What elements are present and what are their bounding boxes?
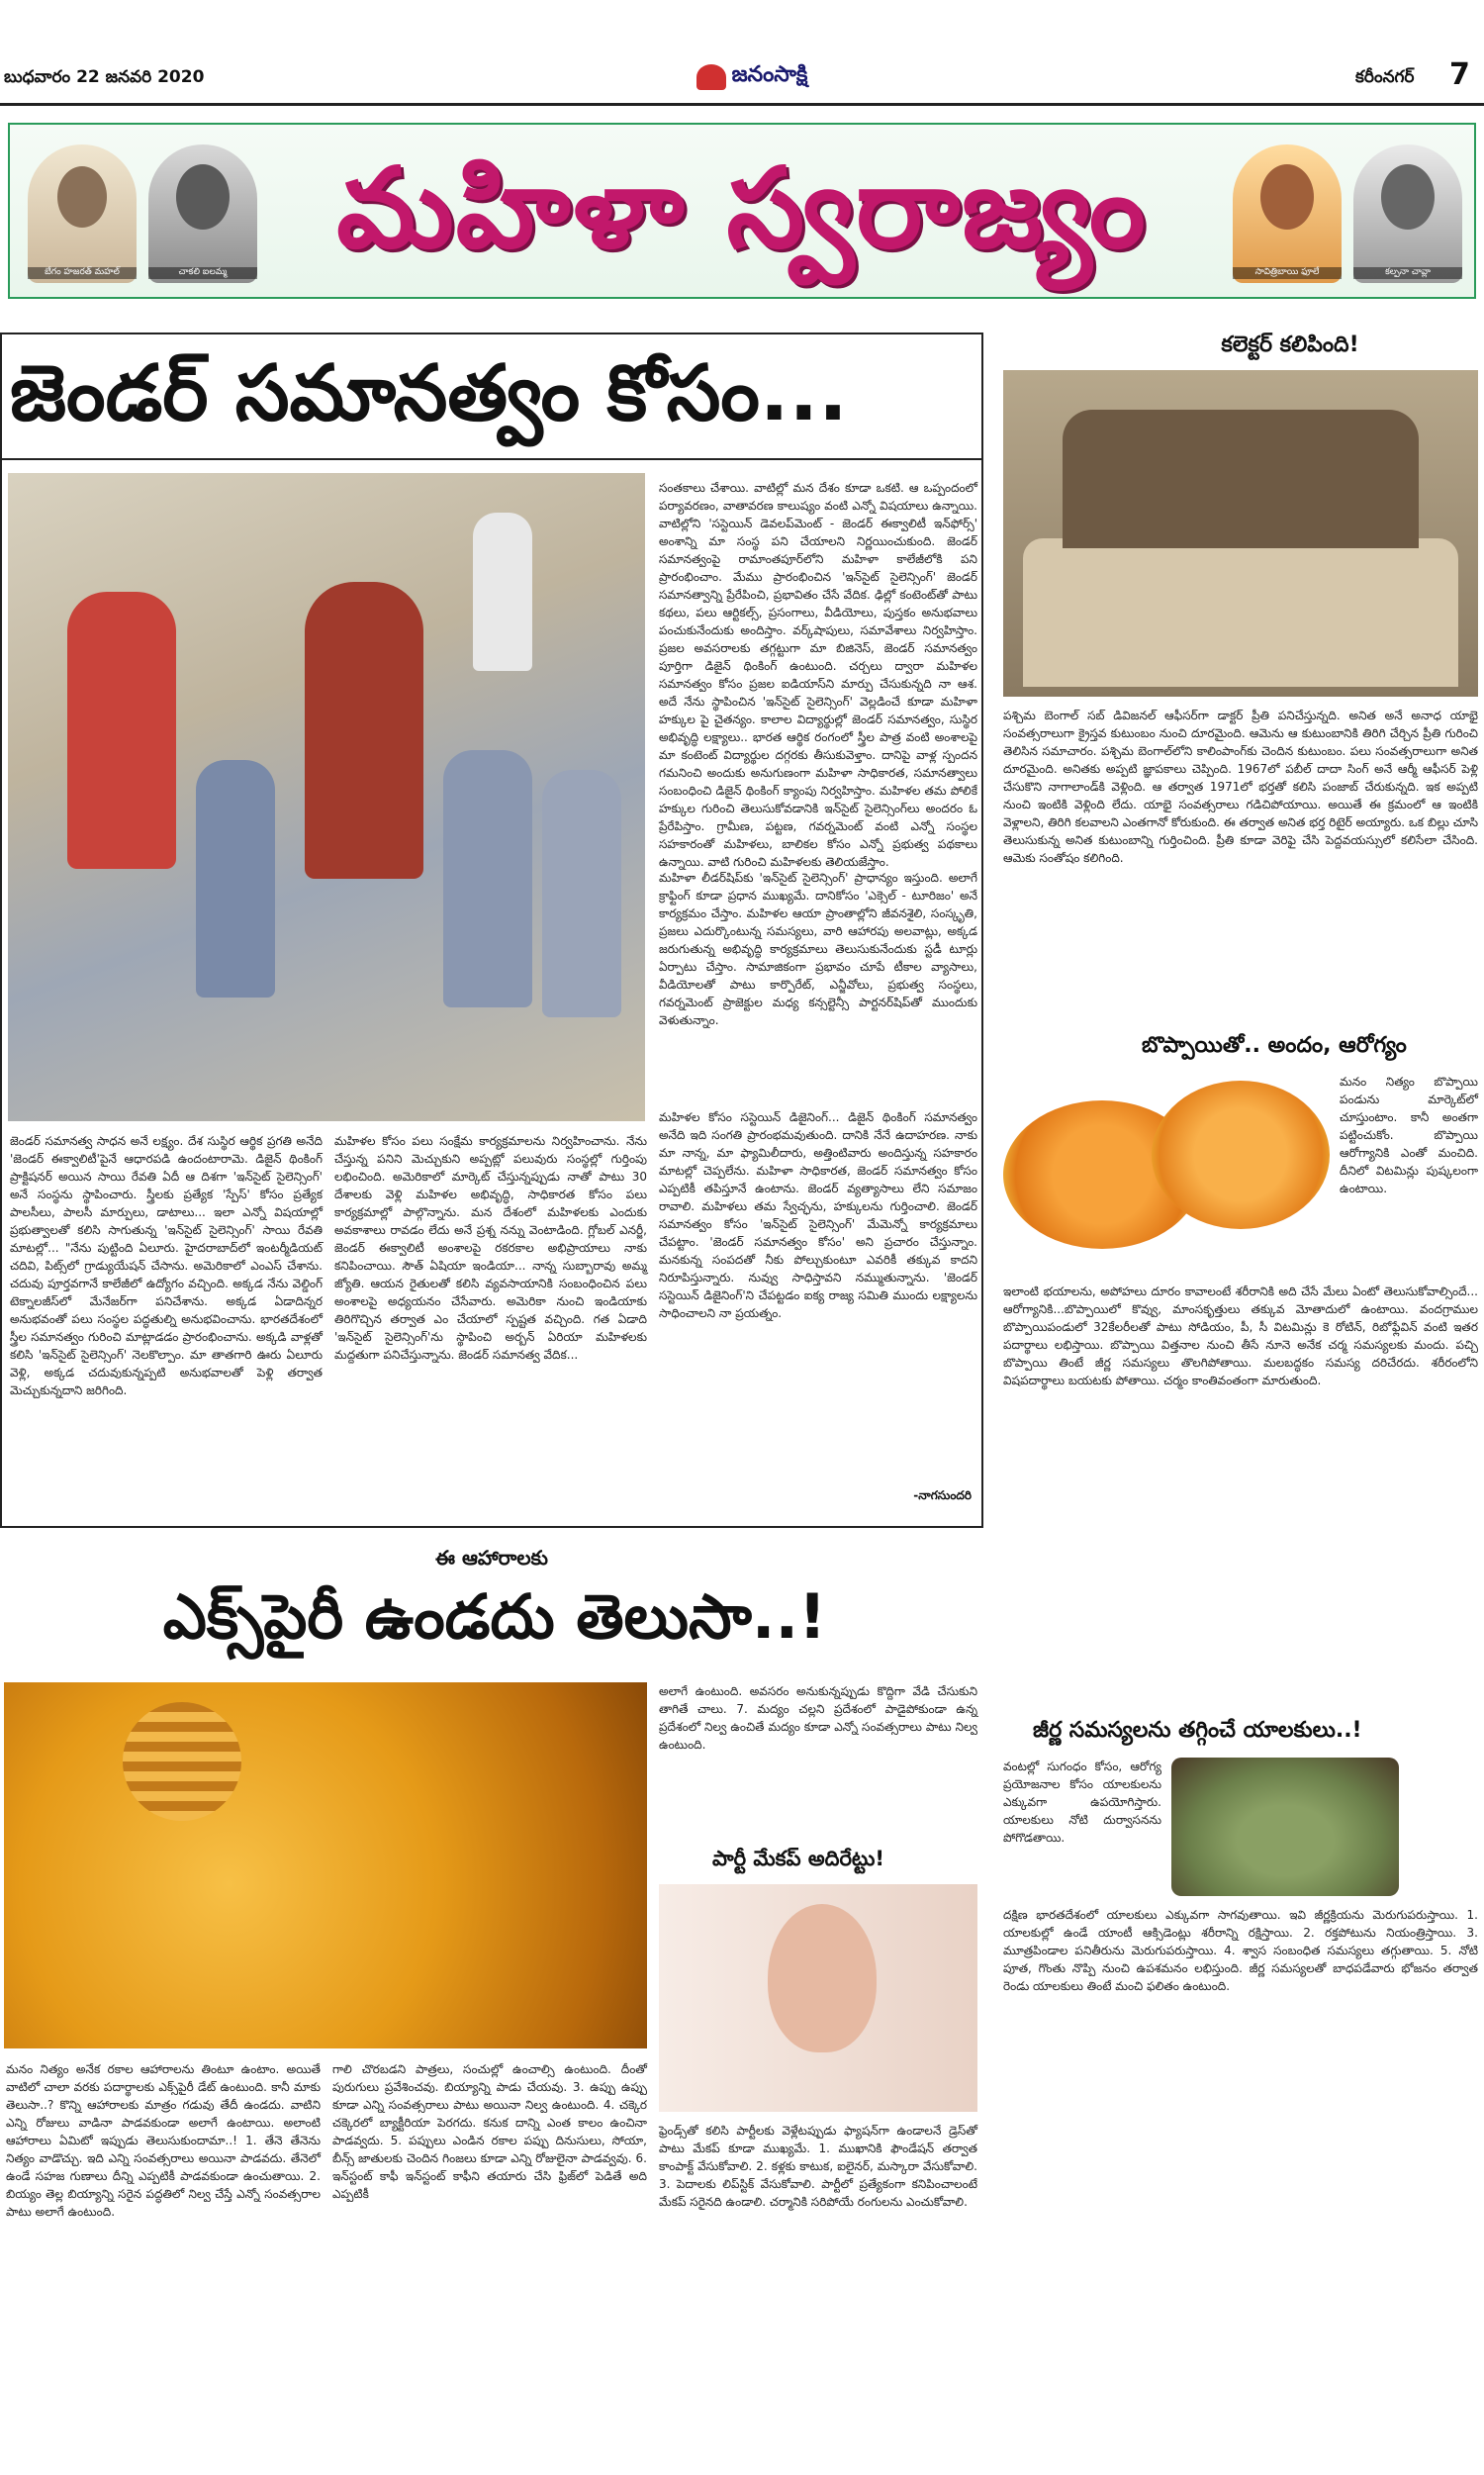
papaya-body: ఇలాంటి భయాలను, అపోహలు దూరం కావాలంటే శరీరానికి అది చేసే మేలు ఏంటో తెలుసుకోవాల్సిందే... ఆరోగ్యానికి...బొప్పాయిలో కొవ్వు, మాంసకృత్తులు తక్కువ మోతాదులో ఉంటాయి. వందగ్రాముల బొప్పాయిపండులో 32కేలరీలతో పాటు సోడియం, పీ, సీ విటమిన్లు కె రోటిన్, రిబోఫ్లేవిన్ వంటి ఇతర పదార్థాలు లభిస్తాయి. బొప్పాయి విత్తనాల నుంచి తీసే నూనె అనేక చర్మ సమస్యలకు మందు. పచ్చి బొప్పాయి తింటే జీర్ణ సమస్యలు తొలగిపోతాయి. మలబద్ధకం సమస్య దరిచేరదు. శరీరంలోని విషపదార్థాలు బయటకు పోతాయి. చర్మం కాంతివంతంగా మారుతుంది. (1003, 1285, 1478, 1387)
honey-photo (4, 1682, 647, 2048)
masthead (0, 0, 1484, 109)
portrait-caption: బేగం హజరత్ మహల్ (28, 267, 137, 279)
cardamom-body: దక్షిణ భారతదేశంలో యాలకులు ఎక్కువగా సాగవుతాయి. ఇవి జీర్ణక్రియను మెరుగుపరుస్తాయి. 1. యాలకుల్లో ఉండే యాంటీ ఆక్సిడెంట్లు శరీరాన్ని రక్షిస్తాయి. 2. రక్తపోటును నియంత్రిస్తాయి. 3. మూత్రపిండాల పనితీరును మెరుగుపరుస్తాయి. 4. శ్వాస సంబంధిత సమస్యలు తగ్గుతాయి. 5. నోటి పూత, గొంతు నొప్పి నుంచి ఉపశమనం లభిస్తుంది. జీర్ణ సమస్యలతో బాధపడేవారు భోజనం తర్వాత రెండు యాలకులు తింటే మంచి ఫలితం ఉంటుంది. (1003, 1908, 1478, 1993)
lead-col-right-bottom: మహిళల కోసం సస్టెయిన్ డిజైనింగ్... డిజైన్ థింకింగ్ సమానత్వం అనేది ఇది సంగతి ప్రారంభమవుతుంది. దానికి నేనే ఉదాహరణ. నాకు మా నాన్న, మా ఫ్యామిలీదారు, అత్తింటివారు అందిస్తున్న సహకారం మాటల్లో చెప్పలేను. మహిళా సాధికారత, జెండర్ సమానత్వం కోసం ఎప్పటికీ తపిస్తూనే ఉంటాను. జెండర్ వ్యత్యాసాలు లేని సమాజం రావాలి. మహిళలు తమ స్వేచ్ఛను, హక్కులను గుర్తించాలి. జెండర్ సమానత్వం కోసం 'ఇన్‌సైట్ సైలెన్సింగ్' మేమెన్నో కార్యక్రమాలు చేపట్టాం. 'జెండర్ సమానత్వం కోసం' అని ప్రచారం చేస్తున్నాం. మనకున్న సంపదతో నీకు పోల్చుకుంటూ ఎవరికీ తక్కువ కాదని నిరూపిస్తున్నారు. నువ్వు సాధిస్తావని నమ్ముతున్నాను. 'జెండర్ సస్టెయిన్ డిజైనింగ్'ని చేపట్టడం ఐక్య రాజ్య సమితి ముందు లక్ష్యాలను సాధించాలని నా ప్రయత్నం. (659, 1110, 977, 1320)
paper-logo (653, 57, 851, 97)
page-number: 7 (1449, 57, 1470, 92)
lead-photo (8, 473, 645, 1121)
collector-headline: కలెక్టర్ కలిపింది! (1221, 333, 1359, 357)
makeup-body: ఫ్రెండ్స్‌తో కలిసి పార్టీలకు వెళ్లేటప్పుడు ఫ్యాషన్‌గా ఉండాలనే డ్రెస్‌తో పాటు మేకప్ కూడా ముఖ్యమే. 1. ముఖానికి ఫౌండేషన్ తర్వాత కాంపాక్ట్ వేసుకోవాలి. 2. కళ్లకు కాటుక, ఐలైనర్, మస్కారా వేసుకోవాలి. 3. పెదాలకు లిప్‌స్టిక్ వేసుకోవాలి. పార్టీలో ప్రత్యేకంగా కనిపించాలంటే మేకప్ సరైనది ఉండాలి. చర్మానికి సరిపోయే రంగులను ఎంచుకోవాలి. (659, 2124, 977, 2209)
expiry-article (0, 1536, 983, 2475)
right-column (993, 333, 1484, 2177)
headline-rule (2, 458, 981, 460)
photo-figure (305, 582, 423, 879)
section-banner (8, 123, 1476, 299)
lead-col-bottom-right: మహిళల కోసం పలు సంక్షేమ కార్యక్రమాలను నిర్వహించాను. నేను చేస్తున్న పనిని మెచ్చుకుని అప్పట్లో పలువురు సంస్థల్లో గుర్తింపు లభించింది. అమెరికాలో మార్కెట్ చేస్తున్నప్పుడు నాతో పాటు 30 దేశాలకు వెళ్లి మహిళల అభివృద్ధి, సాధికారత కోసం పలు కార్యక్రమాల్లో పాల్గొన్నాను. మన దేశంలో మహిళలకు ఎందుకు అవకాశాలు రావడం లేదు అనే ప్రశ్న నన్ను వెంటాడింది. గ్లోబల్ ఎనర్జీ, జెండర్ ఈక్వాలిటీ అంశాలపై రకరకాల అభిప్రాయాలు నాకు కనిపించాయి. సౌత్ ఏషియా ఇండియా... నాన్న సుబ్బారావు అమ్మ జ్యోతి. ఆయన రైతులతో కలిసి వ్యవసాయానికి సంబంధించిన పలు అంశాలపై అధ్యయనం చేసేవారు. అమెరికా నుంచి ఇండియాకు తిరిగొచ్చిన తర్వాత ఎం చేయాలో స్పష్టత వచ్చింది. గత ఏడాది 'ఇన్‌సైట్ సైలెన్సింగ్'ను స్థాపించి అర్బన్ ఏరియా మహిళలకు మద్దతుగా పనిచేస్తున్నాను. జెండర్ సమానత్వ వేదిక... (334, 1134, 647, 1362)
lead-col-right-mid: మహిళా లీడర్‌షిప్‌కు 'ఇన్‌సైట్ సైలెన్సింగ్' ప్రాధాన్యం ఇస్తుంది. అలాగే క్రాఫ్టింగ్ కూడా ప్రధాన ముఖ్యమే. దానికోసం 'ఎక్సెల్ - టూరిజం' అనే కార్యక్రమం చేస్తాం. మహిళల ఆయా ప్రాంతాల్లోని జీవనశైలి, సంస్కృతి, ప్రజలు ఎదుర్కొంటున్న సమస్యలు, వారి ఆహారపు అలవాట్లు, అక్కడ జరుగుతున్న అభివృద్ధి కార్యక్రమాలు తెలుసుకునేందుకు స్టడీ టూర్లు ఏర్పాటు చేస్తాం. సామాజికంగా ప్రభావం చూపే టీకాల వ్యాసాలు, వీడియోలతో పాటు కార్పొరేట్, ఎన్జీవోలు, ప్రభుత్వ సంస్థలు, గవర్నమెంట్ ప్రాజెక్టుల మధ్య కన్సల్టెన్సీ పార్టనర్‌షిప్‌తో ముందుకు వెళుతున్నాం. (659, 871, 977, 1027)
papaya-half-icon (1152, 1081, 1330, 1229)
family-photo (1003, 370, 1478, 697)
portrait-face-icon (176, 164, 230, 230)
papaya-headline: బొప్పాయితో.. అందం, ఆరోగ్యం (1142, 1033, 1407, 1058)
makeup-photo (659, 1884, 977, 2112)
portrait-3 (1233, 144, 1342, 283)
photo-figure (443, 750, 532, 1007)
photo-figure (542, 770, 621, 1017)
cardamom-headline: జీర్ణ సమస్యలను తగ్గించే యాలకులు..! (1033, 1718, 1362, 1743)
papaya-side-text: మనం నిత్యం బొప్పాయి పండును మార్కెట్‌లో చూస్తుంటాం. కానీ అంతగా పట్టించుకోం. బొప్పాయి ఆరోగ్యానికి ఎంతో మంచిది. దీనిలో విటమిన్లు పుష్కలంగా ఉంటాయి. (1340, 1075, 1478, 1195)
edition-city: కరీంనగర్ (1355, 67, 1415, 87)
portrait-face-icon (1381, 164, 1435, 230)
expiry-headline: ఎక్స్‌పైరీ ఉండదు తెలుసా..! (162, 1580, 827, 1653)
expiry-col-top-right: అలాగే ఉంటుంది. అవసరం అనుకున్నప్పుడు కొద్దిగా వేడి చేసుకుని తాగితే చాలు. 7. మద్యం చల్లని ప్రదేశంలో పాడైపోకుండా ఉన్న ప్రదేశంలో నిల్వ ఉంచితే మద్యం కూడా ఎన్నో సంవత్సరాలు పాటు నిల్వ ఉంటుంది. (659, 1684, 977, 1752)
honey-dipper-icon (123, 1702, 241, 1821)
photo-figure (67, 592, 176, 869)
photo-figure (196, 760, 275, 998)
lead-headline: జెండర్ సమానత్వం కోసం... (10, 349, 848, 438)
cardamom-side-text: వంటల్లో సుగంధం కోసం, ఆరోగ్య ప్రయోజనాల కోసం యాలకులను ఎక్కువగా ఉపయోగిస్తారు. యాలకులు నోటి దుర్వాసనను పోగొడతాయి. (1003, 1760, 1161, 1845)
portrait-caption: కల్పనా చావ్లా (1353, 267, 1462, 279)
portrait-2 (148, 144, 257, 283)
photo-figure (473, 513, 532, 671)
portrait-face-icon (57, 166, 107, 228)
portrait-caption: సావిత్రిబాయి ఫూలే (1233, 267, 1342, 279)
photo-group-front (1023, 538, 1458, 687)
byline: -నాగసుందరి (913, 1488, 972, 1502)
lead-article (0, 333, 983, 1528)
lead-col-bottom-left: జెండర్ సమానత్వ సాధన అనే లక్ష్యం. దేశ సుస్థిర ఆర్థిక ప్రగతి అనేది 'జెండర్ ఈక్వాలిటీ'పైనే ఆధారపడి ఉందంటారామె. డిజైన్ థింకింగ్ ప్రాక్టిషనర్ అయిన సాయి రేవతి ఏదీ ఆ దిశగా 'ఇన్‌సైట్ సైలెన్సింగ్' అనే సంస్థను స్థాపించారు. స్త్రీలకు ప్రత్యేక 'స్పేస్' కోసం ప్రత్యేక పాలసీలు, పాలసీ మార్పులు, డాటాలు... ఇలా ఎన్నో విషయాల్లో ప్రభుత్వాలతో కలిసి సాగుతున్న 'ఇన్‌సైట్ సైలెన్సింగ్' సాయి రేవతి మాటల్లో... "నేను పుట్టింది ఏలూరు. హైదరాబాద్‌లో ఇంటర్మీడియట్ చదివి, పిట్స్‌లో గ్రాడ్యుయేషన్ చేసాను. అమెరికాలో ఎంఎస్ చేశాను. చదువు పూర్తవగానే కాలేజీలో ఉద్యోగం వచ్చింది. అక్కడ నేను వెల్డింగ్ టెక్నాలజీస్‌లో మేనేజర్‌గా పనిచేశాను. అక్కడ ఏడాదిన్నర అనుభవంతో పలు సంస్థల పద్ధతుల్ని అనుభవించాను. భారతదేశంలో స్త్రీల సమానత్వం గురించి మాట్లాడడం ప్రారంభించాను. అక్కడి వాళ్లతో కలిసి 'ఇన్‌సైట్ సైలెన్సింగ్' నెలకొల్పాం. మా తాతగారి ఊరు ఏలూరు వెళ్లి, అక్కడ చదువుకున్నప్పటి అనుభవాలతో పెళ్లి తర్వాత మెచ్చుకున్నదాని జరిగింది. (10, 1134, 323, 1397)
expiry-col-2: గాలి చొరబడని పాత్రలు, సంచుల్లో ఉంచాల్సి ఉంటుంది. దీంతో పురుగులు ప్రవేశించవు. బియ్యాన్ని పాడు చేయవు. 3. ఉప్పు ఉప్పు కూడా ఎన్ని సంవత్సరాలు పాటు అయినా నిల్వ ఉంటుంది. 4. చక్కెర చక్కెరలో బ్యాక్టీరియా పెరగదు. కనుక దాన్ని ఎంత కాలం ఉంచినా పాడవ్వదు. 5. పప్పులు ఎండిన రకాల పప్పు దినుసులు, సోయా, బీన్స్ జాతులకు చెందిన గింజలు కూడా ఎన్ని రోజులైనా పాడవ్వవు. 6. ఇన్‌స్టంట్ కాఫీ ఇన్‌స్టంట్ కాఫీని తయారు చేసి ఫ్రిజ్‌లో పెడితే అది ఎప్పటికీ (332, 2062, 647, 2201)
issue-date: బుధవారం 22 జనవరి 2020 (4, 67, 205, 87)
expiry-col-1: మనం నిత్యం అనేక రకాల ఆహారాలను తింటూ ఉంటాం. అయితే వాటిలో చాలా వరకు పదార్థాలకు ఎక్స్‌పైరీ డేట్ ఉంటుంది. కానీ మాకు తెలుసా..? కొన్ని ఆహారాలకు మాత్రం గడువు తేదీ ఉండదు. వాటిని ఎన్ని రోజులు వాడినా పాడవకుండా అలాగే ఉంటాయి. అలాంటి ఆహారాలు ఏమిటో ఇప్పుడు తెలుసుకుందామా..! 1. తేనె తేనెను నిత్యం వాడొచ్చు. ఇది ఎన్ని సంవత్సరాలు అయినా పాడవదు. తేనెలో ఉండే సహజ గుణాలు దీన్ని ఎప్పటికీ పాడవకుండా ఉంచుతాయి. 2. బియ్యం తెల్ల బియ్యాన్ని సరైన పద్ధతిలో నిల్వ చేస్తే ఎన్నో సంవత్సరాల పాటు అలాగే ఉంటుంది. (6, 2062, 321, 2219)
expiry-kicker: ఈ ఆహారాలకు (435, 1546, 548, 1570)
portrait-caption: చాకలి ఐలమ్మ (148, 267, 257, 279)
banner-title: మహిళా స్వరాజ్యం (336, 144, 1148, 273)
portrait-4 (1353, 144, 1462, 283)
photo-group-back (1063, 410, 1419, 548)
paper-name: జనంసాక్షి (731, 62, 808, 87)
masthead-rule (0, 103, 1484, 106)
lead-col-right-top: సంతకాలు చేశాయి. వాటిల్లో మన దేశం కూడా ఒకటి. ఆ ఒప్పందంలో పర్యావరణం, వాతావరణ కాలుష్యం వంటి ఎన్నో విషయాలు ఉన్నాయి. వాటిల్లోని 'సస్టెయిన్ డెవలప్‌మెంట్ - జెండర్ ఈక్వాలిటీ ఇన్‌ఫోర్స్' అంశాన్ని మా సంస్థ పని చేయాలని నిర్ణయించుకుంది. జెండర్ సమానత్వంపై రామాంతపూర్‌లోని మహిళా కాలేజీలోకి పని ప్రారంభించాం. మేము ప్రారంభించిన 'ఇన్‌సైట్ సైలెన్సింగ్' జెండర్ సమానత్వాన్ని ప్రేరేపించి, ప్రభావితం చేసే వేదిక. ఢిల్లో కంటెంట్‌తో పాటు కథలు, పలు ఆర్టికల్స్, ప్రసంగాలు, వీడియోలు, పుస్తకం అనుభవాలు పంచుకునేందుకు అందిస్తాం. వర్క్‌షాపులు, సమావేశాలు నిర్వహిస్తాం. ప్రజల అవసరాలకు తగ్గట్టుగా మా బిజినెస్, జెండర్ సమానత్వం పూర్తిగా డిజైన్ థింకింగ్ ఉంటుంది. చర్చలు ద్వారా మహిళల సమానత్వం కోసం ప్రజల ఐడియాస్‌ని మార్పు చేసుకున్నది నా ఆశ. అదే నేను స్థాపించిన 'ఇన్‌సైట్ సైలెన్సింగ్' వెల్లడించే కూడా మహిళా హక్కుల పై చైతన్యం. కాలాల విద్యార్థుల్లో జెండర్ సమానత్వం, సుస్థిర అభివృద్ధి లక్ష్యాలు.. భారత ఆర్థిక రంగంలో స్త్రీల పాత్ర వంటి అంశాలపై మా కంటెంట్ విద్యార్థుల దగ్గరకు తీసుకువెళ్తాం. దానిపై వాళ్ల స్పందన గమనించి అందుకు అనుగుణంగా మహిళా సాధికారత, సమానత్వాలు సంబంధించి డిజైన్ థింకింగ్ క్యాంపు నిర్వహిస్తాం. మహిళల తమ పోలికే హక్కుల గురించి తెలుసుకోవడానికి ఇన్‌సైట్ సైలెన్సింగ్‌లు అందరం ఓ ప్రేరేపిస్తాం. గ్రామీణ, పట్టణ, గవర్నమెంట్ వంటి ఎన్నో సంస్థల సహకారంతో మహిళలు, బాలికల కోసం ఎన్నో ప్రభుత్వ పథకాలు ఉన్నాయి. వాటి గురించి మహిళలకు తెలియజేస్తాం. (659, 481, 977, 869)
portrait-1 (28, 144, 137, 283)
makeup-headline: పార్టీ మేకప్ అదిరేట్టు! (712, 1847, 884, 1870)
collector-body: పశ్చిమ బెంగాల్ సబ్ డివిజనల్ ఆఫీసర్‌గా డాక్టర్ ప్రీతి పనిచేస్తున్నది. అనిత అనే అనాధ యాభై సంవత్సరాలుగా క్రైస్తవ కుటుంబం నుంచి దూరమైంది. ఆమెను ఆ కుటుంబానికి తిరిగి చేర్చిన ప్రీతి గురించి తెలిసిన సమాచారం. పశ్చిమ బెంగాల్‌లోని కాలింపాంగ్‌కు చెందిన కుటుంబం. పలు సంవత్సరాలుగా అనిత దూరమైంది. అనితకు అప్పటి జ్ఞాపకాలు చెప్పింది. 1967లో పబీల్ దాదా సింగ్ అనే ఆర్మీ ఆఫీసర్ పెళ్లి చేసుకొని నాగాలాండ్‌కి వెళ్లింది. ఆ తర్వాత 1971లో భర్తతో కలిసి పంజాబ్ చేరుకున్నది. ఇక అప్పటి నుంచి ఇంటికి వెళ్లింది లేదు. యాభై సంవత్సరాలు గడిచిపోయాయి. అయితే ఈ క్రమంలో ఆ ఇంటికి వెళ్లాలని, తిరిగి కలవాలని ఎంతగానో కోరుకుంది. ఈ తర్వాత అనిత భర్త రిటైర్ అయ్యారు. ఒక బిల్లు చూసి తెలుసుకున్న అనిత కుటుంబాన్ని గుర్తించింది. ప్రీతి కూడా వెరిఫై చేసి పెద్దవయస్సులో కలిసేలా చేసింది. ఆమెకు సంతోషం కలిగింది. (1003, 709, 1478, 865)
portrait-face-icon (1260, 164, 1314, 230)
cardamom-photo (1171, 1758, 1399, 1896)
papaya-photo (1003, 1071, 1330, 1269)
face-icon (768, 1904, 877, 2052)
logo-emblem-icon (696, 64, 726, 90)
